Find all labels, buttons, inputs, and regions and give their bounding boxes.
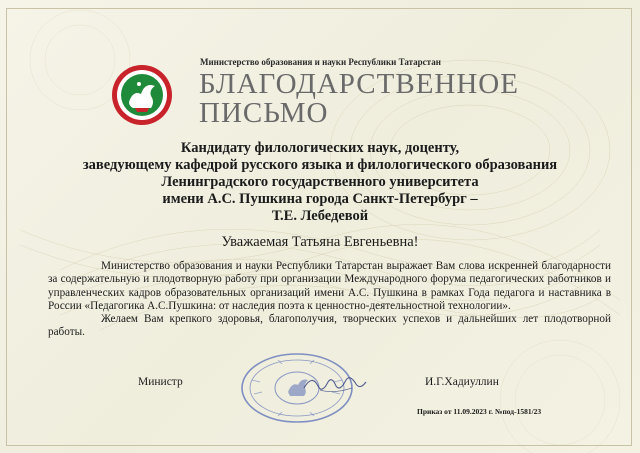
addressee-block	[40, 140, 600, 225]
addressee-line: Т.Е. Лебедевой	[271, 208, 369, 224]
addressee-line: имени А.С. Пушкина города Санкт-Петербург –	[162, 191, 478, 207]
document-title-line2: ПИСЬМО	[199, 97, 329, 129]
signatory-position: Министр	[138, 376, 183, 388]
greeting: Уважаемая Татьяна Евгеньевна!	[221, 234, 419, 250]
body-paragraph: Желаем Вам крепкого здоровья, благополучия, творческих успехов и дальнейших лет плодотворной работы.	[48, 313, 611, 339]
body-paragraph: Министерство образования и науки Республики Татарстан выражает Вам слова искренней благодарности за содержательную и плодотворную работу при организации Международного форума педагогических работников и управленческих кадров образовательных организаций имени А.С. Пушкина в рамках Года педагога и наставника в России «Педагогика А.С.Пушкина: от наследия поэта к ценностно-деятельностной технологии».	[48, 260, 611, 312]
addressee-line: Ленинградского государственного университета	[161, 174, 479, 190]
tatarstan-emblem-icon	[111, 64, 173, 126]
signatory-name: И.Г.Хадиуллин	[425, 376, 499, 388]
letter-body	[48, 260, 611, 340]
order-reference: Приказ от 11.09.2023 г. №под-1581/23	[417, 407, 542, 416]
document-title-line1: БЛАГОДАРСТВЕННОЕ	[199, 68, 519, 100]
addressee-line: заведующему кафедрой русского языка и филологического образования	[82, 157, 558, 173]
ministry-name: Министерство образования и науки Республики Татарстан	[200, 57, 441, 67]
handwritten-signature	[300, 370, 370, 398]
addressee-line: Кандидату филологических наук, доценту,	[180, 140, 460, 156]
